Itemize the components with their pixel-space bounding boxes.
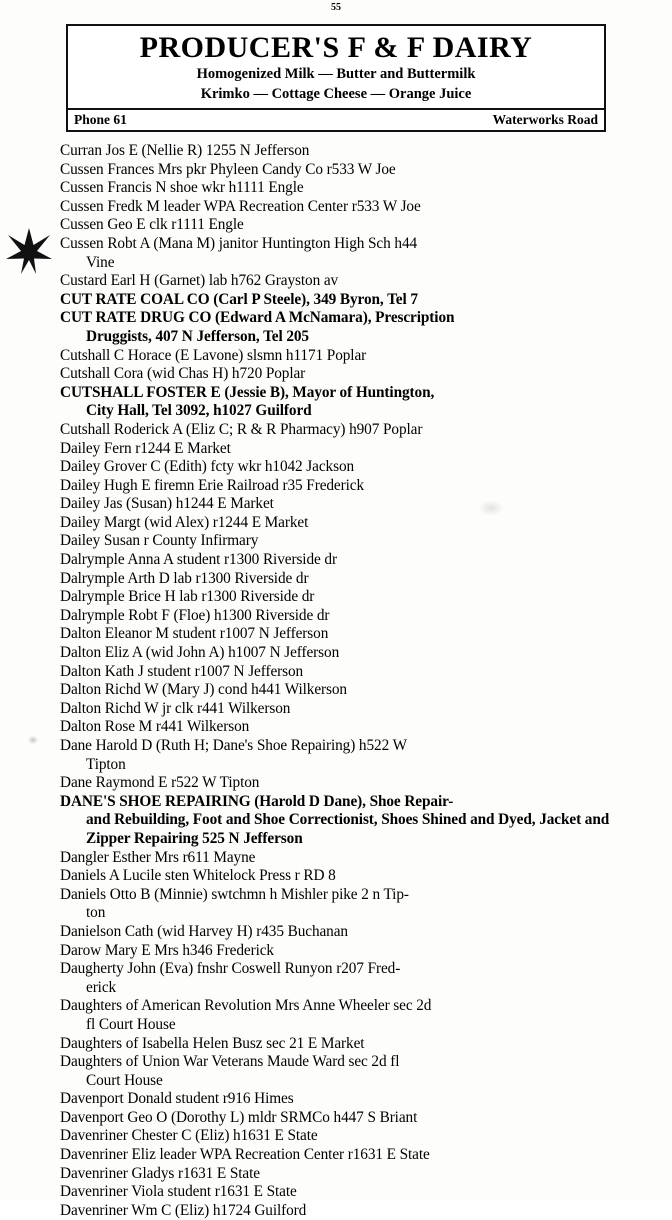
directory-entry xyxy=(60,477,616,496)
entry-text: CUT RATE COAL CO (Carl P Steele), 349 Byron, Tel 7 xyxy=(60,290,418,308)
entry-text: Dane Harold D (Ruth H; Dane's Shoe Repairing) h522 W xyxy=(60,737,407,754)
entry-text: Davenriner Gladys r1631 E State xyxy=(60,1164,260,1182)
entry-text: Cussen Fredk M leader WPA Recreation Center r533 W Joe xyxy=(60,197,421,215)
directory-entry xyxy=(60,458,616,477)
directory-entry xyxy=(60,514,616,533)
directory-entry xyxy=(60,272,616,291)
directory-entry xyxy=(60,1127,616,1146)
entry-text: Curran Jos E (Nellie R) 1255 N Jefferson xyxy=(60,142,310,159)
entry-text: Cutshall Roderick A (Eliz C; R & R Pharmacy) h907 Poplar xyxy=(60,420,423,438)
directory-entry xyxy=(60,384,616,421)
directory-entry xyxy=(60,551,616,570)
entry-text: Dane Raymond E r522 W Tipton xyxy=(60,774,260,792)
entry-text: Dalton Rose M r441 Wilkerson xyxy=(60,718,250,736)
ad-phone: Phone 61 xyxy=(74,112,127,128)
entry-continuation: erick xyxy=(86,978,117,996)
entry-text: Dalrymple Anna A student r1300 Riverside dr xyxy=(60,551,337,569)
directory-entry xyxy=(60,700,616,719)
entry-text: Cussen Frances Mrs pkr Phyleen Candy Co r533 W Joe xyxy=(60,160,396,178)
entry-text: Dalton Eleanor M student r1007 N Jefferson xyxy=(60,625,329,643)
entry-text: Daughters of American Revolution Mrs Anne Wheeler sec 2d xyxy=(60,997,432,1015)
entry-text: Davenriner Eliz leader WPA Recreation Center r1631 E State xyxy=(60,1146,430,1164)
entry-text: Davenport Donald student r916 Himes xyxy=(60,1090,294,1108)
directory-entry xyxy=(60,942,616,961)
ad-title: PRODUCER'S F & F DAIRY xyxy=(139,31,533,64)
entry-text: Davenriner Wm C (Eliz) h1724 Guilford xyxy=(60,1201,307,1219)
star-icon xyxy=(6,228,52,274)
ad-address: Waterworks Road xyxy=(492,112,598,128)
directory-entry xyxy=(60,142,616,161)
directory-entry xyxy=(60,923,616,942)
entry-text: Daughters of Isabella Helen Busz sec 21 E Market xyxy=(60,1034,365,1052)
entry-text: Dalrymple Brice H lab r1300 Riverside dr xyxy=(60,588,315,606)
ad-line-products-1: Homogenized Milk — Butter and Buttermilk xyxy=(196,65,476,82)
directory-entry xyxy=(60,607,616,626)
directory-entry xyxy=(60,867,616,886)
directory-entry xyxy=(60,1202,616,1220)
entry-text: Daniels Otto B (Minnie) swtchmn h Mishler pike 2 n Tip- xyxy=(60,885,409,903)
advertisement-box xyxy=(66,24,606,132)
entry-text: Dangler Esther Mrs r611 Mayne xyxy=(60,848,256,866)
directory-entry xyxy=(60,1090,616,1109)
directory-entry xyxy=(60,179,616,198)
directory-entry xyxy=(60,216,616,235)
entry-continuation: Tipton xyxy=(86,755,126,773)
directory-entry xyxy=(60,347,616,366)
directory-entry xyxy=(60,421,616,440)
directory-entry xyxy=(60,570,616,589)
directory-entry xyxy=(60,663,616,682)
directory-entry xyxy=(60,960,616,997)
page-number: 55 xyxy=(331,2,341,13)
entry-text: Dalton Kath J student r1007 N Jefferson xyxy=(60,662,304,680)
entry-text: Dailey Fern r1244 E Market xyxy=(60,439,231,457)
directory-entry xyxy=(60,235,616,272)
directory-entry xyxy=(60,365,616,384)
entry-text: Cussen Robt A (Mana M) janitor Huntington High Sch h44 xyxy=(60,234,418,252)
entry-text: Dailey Grover C (Edith) fcty wkr h1042 Jackson xyxy=(60,458,355,476)
directory-entry xyxy=(60,1035,616,1054)
entry-text: Davenport Geo O (Dorothy L) mldr SRMCo h447 S Briant xyxy=(60,1108,418,1126)
entry-text: Cutshall Cora (wid Chas H) h720 Poplar xyxy=(60,365,306,383)
entry-continuation: City Hall, Tel 3092, h1027 Guilford xyxy=(86,402,312,420)
directory-entry xyxy=(60,1109,616,1128)
directory-entry xyxy=(60,737,616,774)
entry-text: Daniels A Lucile sten Whitelock Press r RD 8 xyxy=(60,867,336,885)
entry-text: Cutshall C Horace (E Lavone) slsmn h1171 Poplar xyxy=(60,346,367,364)
directory-entry xyxy=(60,440,616,459)
entry-continuation: Vine xyxy=(86,253,115,271)
entry-text: Dalton Richd W (Mary J) cond h441 Wilkerson xyxy=(60,681,347,699)
directory-entry xyxy=(60,588,616,607)
entry-text: Davenriner Viola student r1631 E State xyxy=(60,1183,297,1201)
directory-entry xyxy=(60,1146,616,1165)
directory-entry xyxy=(60,718,616,737)
directory-entry xyxy=(60,1183,616,1202)
entry-continuation: fl Court House xyxy=(86,1015,176,1033)
directory-entry xyxy=(60,793,616,849)
entry-continuation: Druggists, 407 N Jefferson, Tel 205 xyxy=(86,327,309,345)
entry-text: Dalrymple Robt F (Floe) h1300 Riverside dr xyxy=(60,606,330,624)
directory-entry xyxy=(60,1165,616,1184)
directory-entry xyxy=(60,997,616,1034)
entry-text: DANE'S SHOE REPAIRING (Harold D Dane), Shoe Repair- xyxy=(60,792,454,810)
entry-text: Cussen Francis N shoe wkr h1111 Engle xyxy=(60,179,304,197)
entry-continuation: and Rebuilding, Foot and Shoe Correctionist, Shoes Shined and Dyed, Jacket and Zipper Repairing 525 N Jefferson xyxy=(86,811,610,847)
entry-text: Danielson Cath (wid Harvey H) r435 Buchanan xyxy=(60,922,348,940)
entry-text: Dailey Jas (Susan) h1244 E Market xyxy=(60,495,274,513)
entry-text: CUT RATE DRUG CO (Edward A McNamara), Prescription xyxy=(60,309,455,327)
directory-entry xyxy=(60,644,616,663)
entry-text: Dalton Richd W jr clk r441 Wilkerson xyxy=(60,699,291,717)
directory-listing xyxy=(60,142,616,1220)
directory-entry xyxy=(60,681,616,700)
directory-entry xyxy=(60,774,616,793)
entry-text: CUTSHALL FOSTER E (Jessie B), Mayor of Huntington, xyxy=(60,383,435,401)
entry-text: Dailey Susan r County Infirmary xyxy=(60,532,259,550)
entry-text: Dalton Eliz A (wid John A) h1007 N Jefferson xyxy=(60,644,340,662)
directory-entry xyxy=(60,532,616,551)
entry-text: Daughters of Union War Veterans Maude Ward sec 2d fl xyxy=(60,1053,400,1071)
entry-text: Daugherty John (Eva) fnshr Coswell Runyon r207 Fred- xyxy=(60,960,401,978)
entry-text: Dailey Hugh E firemn Erie Railroad r35 Frederick xyxy=(60,476,365,494)
entry-text: Dailey Margt (wid Alex) r1244 E Market xyxy=(60,513,309,531)
ad-line-products-2: Krimko — Cottage Cheese — Orange Juice xyxy=(200,86,472,103)
entry-text: Dalrymple Arth D lab r1300 Riverside dr xyxy=(60,569,309,587)
entry-text: Cussen Geo E clk r1111 Engle xyxy=(60,216,244,234)
entry-continuation: ton xyxy=(86,904,106,922)
directory-entry xyxy=(60,291,616,310)
directory-entry xyxy=(60,495,616,514)
entry-text: Custard Earl H (Garnet) lab h762 Grayston av xyxy=(60,272,339,290)
directory-entry xyxy=(60,309,616,346)
entry-continuation: Court House xyxy=(86,1071,163,1089)
directory-entry xyxy=(60,1053,616,1090)
directory-entry xyxy=(60,198,616,217)
ad-footer xyxy=(68,108,604,130)
entry-text: Darow Mary E Mrs h346 Frederick xyxy=(60,941,274,959)
directory-entry xyxy=(60,161,616,180)
directory-entry xyxy=(60,886,616,923)
directory-entry xyxy=(60,849,616,868)
entry-text: Davenriner Chester C (Eliz) h1631 E State xyxy=(60,1127,318,1145)
directory-entry xyxy=(60,625,616,644)
paper-smudge-left xyxy=(28,736,38,744)
